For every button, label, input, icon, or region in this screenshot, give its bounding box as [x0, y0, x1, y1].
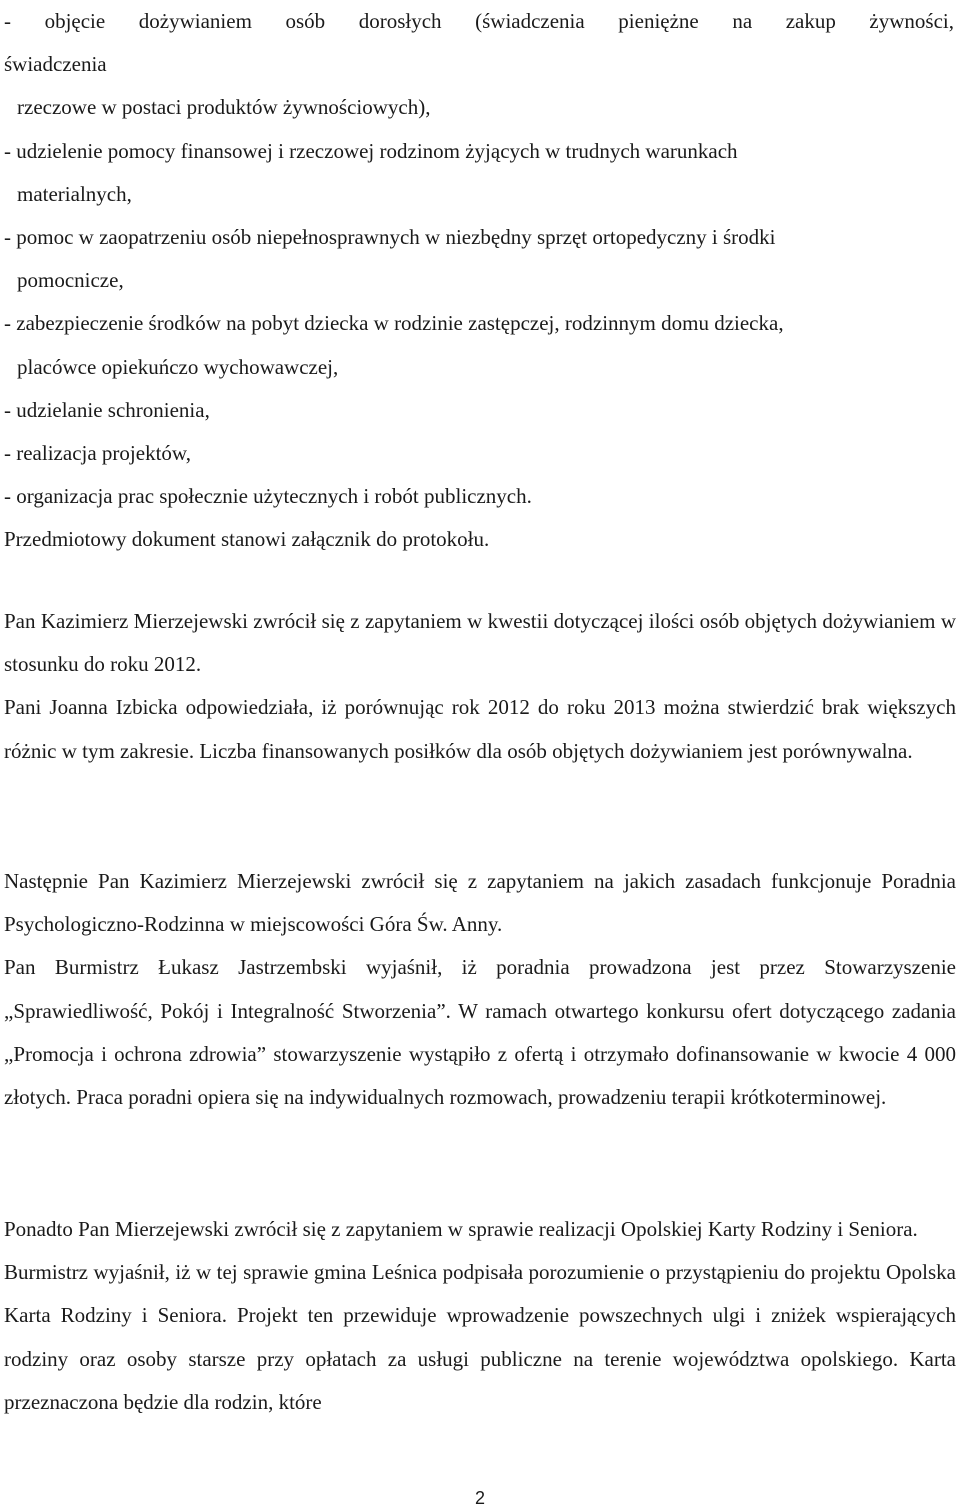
- paragraph: Burmistrz wyjaśnił, iż w tej sprawie gmina Leśnica podpisała porozumienie o przystąpieniu do projektu Opolska Karta Rodziny i Seniora. Projekt ten przewiduje wprowadzenie powszechnych ulgi i zniżek wspierających rodziny oraz osoby starsze przy opłatach za usługi publiczne na terenie województwa opolskiego. Karta przeznaczona będzie dla rodzin, które: [4, 1260, 956, 1414]
- paragraph: Pan Kazimierz Mierzejewski zwrócił się z zapytaniem w kwestii dotyczącej ilości osób objętych dożywianiem w stosunku do roku 2012.: [4, 609, 956, 677]
- list-line: świadczenia: [4, 52, 107, 77]
- list-line: - pomoc w zaopatrzeniu osób niepełnosprawnych w niezbędny sprzęt ortopedyczny i środki: [4, 224, 776, 249]
- list-line: pomocnicze,: [17, 268, 124, 293]
- list-line: materialnych,: [17, 181, 132, 206]
- list-line: - udzielenie pomocy finansowej i rzeczowej rodzinom żyjących w trudnych warunkach: [4, 138, 738, 163]
- list-line: - udzielanie schronienia,: [4, 397, 210, 422]
- list-line: - realizacja projektów,: [4, 440, 191, 465]
- list-line: - organizacja prac społecznie użytecznych i robót publicznych.: [4, 484, 532, 509]
- services-list: [4, 0, 954, 561]
- list-line: - objęcie dożywianiem osób dorosłych (świadczenia pieniężne na zakup żywności,: [4, 9, 954, 33]
- paragraph: Ponadto Pan Mierzejewski zwrócił się z zapytaniem w sprawie realizacji Opolskiej Karty Rodziny i Seniora.: [4, 1217, 918, 1241]
- paragraph: Pan Burmistrz Łukasz Jastrzembski wyjaśnił, iż poradnia prowadzona jest przez Stowarzyszenie „Sprawiedliwość, Pokój i Integralność Stworzenia”. W ramach otwartego konkursu ofert dotyczącego zadania „Promocja i ochrona zdrowia” stowarzyszenie wystąpiło z ofertą i otrzymało dofinansowanie w kwocie 4 000 złotych. Praca poradni opiera się na indywidualnych rozmowach, prowadzeniu terapii krótkoterminowej.: [4, 955, 956, 1110]
- paragraph: Następnie Pan Kazimierz Mierzejewski zwrócił się z zapytaniem na jakich zasadach funkcjonuje Poradnia Psychologiczno-Rodzinna w miejscowości Góra Św. Anny.: [4, 869, 956, 937]
- list-line: rzeczowe w postaci produktów żywnościowych),: [17, 95, 431, 120]
- paragraph-block-3: [4, 1208, 956, 1424]
- paragraph-block-1: [4, 600, 956, 773]
- page-number: 2: [474, 1488, 485, 1508]
- paragraph-block-2: [4, 860, 956, 1119]
- list-line: - zabezpieczenie środków na pobyt dziecka w rodzinie zastępczej, rodzinnym domu dziecka,: [4, 311, 784, 336]
- paragraph: Pani Joanna Izbicka odpowiedziała, iż porównując rok 2012 do roku 2013 można stwierdzić brak większych różnic w tym zakresie. Liczba finansowanych posiłków dla osób objętych dożywianiem jest porównywalna.: [4, 695, 956, 763]
- list-line: Przedmiotowy dokument stanowi załącznik do protokołu.: [4, 527, 490, 552]
- list-line: placówce opiekuńczo wychowawczej,: [17, 354, 339, 379]
